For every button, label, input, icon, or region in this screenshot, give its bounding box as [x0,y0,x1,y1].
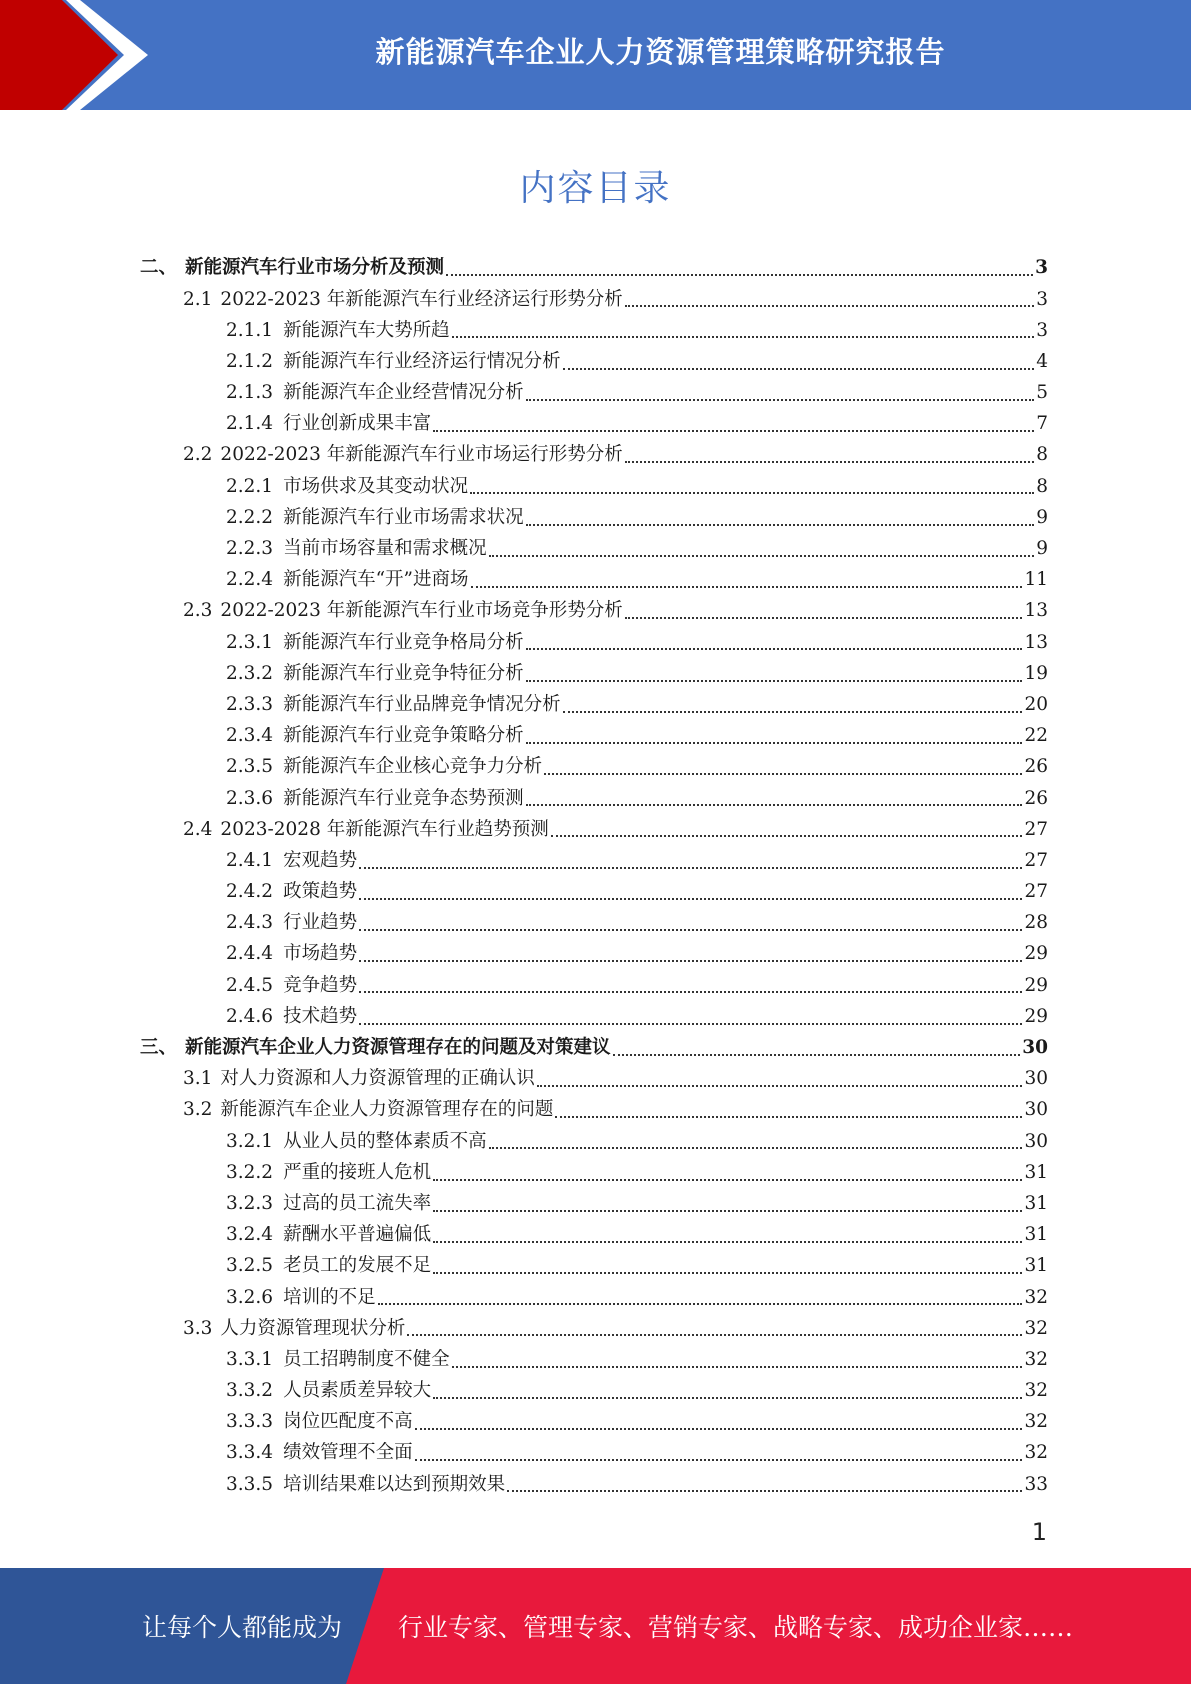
toc-entry-number: 2.3.1 [226,631,274,653]
toc-entry-title: 宏观趋势 [283,849,358,871]
toc-entry-number: 3.2.3 [226,1192,274,1214]
toc-dot-leader [526,679,1023,682]
toc-dot-leader [526,647,1023,650]
toc-entry-page: 3 [1036,319,1048,341]
toc-entry-number: 2.3.2 [226,662,274,684]
toc-entry-title: 2022-2023 年新能源汽车行业市场运行形势分析 [220,444,623,466]
toc-entry-number: 2.4.1 [226,849,274,871]
toc-dot-leader [433,1396,1022,1399]
toc-entry-title: 新能源汽车行业竞争特征分析 [283,662,524,684]
toc-entry-number: 3.3 [183,1317,213,1339]
toc-entry[interactable] [140,846,1048,877]
toc-dot-leader [359,959,1022,962]
toc-entry-number: 2.4.4 [226,943,274,965]
toc-dot-leader [489,1146,1023,1149]
toc-entry[interactable] [140,347,1048,378]
toc-entry[interactable] [140,908,1048,939]
toc-entry-page: 28 [1024,912,1048,934]
toc-entry[interactable] [140,253,1048,284]
header-banner [0,0,1191,110]
toc-entry-number: 2.3.5 [226,756,274,778]
toc-entry-number: 3.2.6 [226,1286,274,1308]
toc-entry[interactable] [140,970,1048,1001]
toc-dot-leader [471,585,1023,588]
toc-entry-number: 3.3.1 [226,1348,274,1370]
toc-entry[interactable] [140,284,1048,315]
toc-entry-title: 新能源汽车企业经营情况分析 [283,382,524,404]
toc-entry-page: 27 [1024,849,1048,871]
toc-dot-leader [563,710,1023,713]
toc-entry[interactable] [140,409,1048,440]
toc-entry-page: 26 [1024,787,1048,809]
toc-entry-title: 新能源汽车行业品牌竞争情况分析 [283,693,561,715]
toc-entry-number: 2.2.4 [226,569,274,591]
toc-dot-leader [433,1271,1022,1274]
toc-entry-title: 竞争趋势 [283,974,358,996]
toc-entry-title: 老员工的发展不足 [283,1255,432,1277]
toc-entry-page: 33 [1024,1473,1048,1495]
toc-entry-title: 对人力资源和人力资源管理的正确认识 [220,1068,535,1090]
toc-entry[interactable] [140,752,1048,783]
toc-entry-title: 新能源汽车行业竞争策略分析 [283,725,524,747]
toc-entry-page: 13 [1024,600,1048,622]
toc-entry-number: 2.2.1 [226,475,274,497]
toc-entry-page: 19 [1024,662,1048,684]
toc-entry[interactable] [140,1157,1048,1188]
toc-entry-number: 2.4.3 [226,912,274,934]
toc-entry-title: 人员素质差异较大 [283,1380,432,1402]
toc-entry-number: 2.1.2 [226,350,274,372]
table-of-contents [140,253,1048,1501]
toc-entry[interactable] [140,1126,1048,1157]
toc-entry-number: 2.4.6 [226,1005,274,1027]
toc-entry-title: 新能源汽车行业市场分析及预测 [185,257,445,279]
toc-entry-number: 3.2.1 [226,1130,274,1152]
footer-slogan-right: 行业专家、管理专家、营销专家、战略专家、成功企业家…… [398,1613,1074,1642]
toc-dot-leader [563,367,1035,370]
toc-entry-page: 32 [1024,1286,1048,1308]
toc-entry-number: 3.1 [183,1068,213,1090]
toc-entry[interactable] [140,1251,1048,1282]
toc-entry-title: 新能源汽车企业人力资源管理存在的问题 [220,1099,554,1121]
toc-dot-leader [470,491,1034,494]
toc-entry[interactable] [140,1189,1048,1220]
footer-banner [0,1568,1191,1684]
toc-entry-page: 22 [1024,725,1048,747]
toc-entry-title: 技术趋势 [283,1005,358,1027]
toc-entry-title: 2023-2028 年新能源汽车行业趋势预测 [220,818,549,840]
toc-entry-number: 2.1 [183,288,213,310]
toc-dot-leader [555,1115,1022,1118]
toc-entry-page: 9 [1036,538,1048,560]
toc-entry-page: 30 [1024,1130,1048,1152]
toc-entry-page: 5 [1036,382,1048,404]
toc-entry-title: 行业趋势 [283,912,358,934]
toc-heading: 内容目录 [519,168,672,209]
toc-dot-leader [378,1302,1023,1305]
toc-entry-number: 3.3.2 [226,1380,274,1402]
toc-entry[interactable] [140,1313,1048,1344]
toc-dot-leader [359,1022,1022,1025]
toc-entry-title: 新能源汽车大势所趋 [283,319,450,341]
toc-entry-page: 26 [1024,756,1048,778]
toc-entry-page: 32 [1024,1317,1048,1339]
toc-entry[interactable] [140,596,1048,627]
toc-dot-leader [537,1084,1023,1087]
toc-dot-leader [433,1240,1022,1243]
toc-entry[interactable] [140,877,1048,908]
toc-entry-number: 2.4 [183,818,213,840]
page-number: 1 [1031,1518,1047,1546]
toc-entry-title: 过高的员工流失率 [283,1192,432,1214]
toc-dot-leader [452,335,1035,338]
toc-entry-page: 11 [1024,569,1048,591]
toc-dot-leader [433,429,1034,432]
toc-dot-leader [613,1053,1021,1056]
toc-entry[interactable] [140,1438,1048,1469]
toc-entry-page: 31 [1024,1224,1048,1246]
toc-entry-page: 31 [1024,1161,1048,1183]
toc-dot-leader [359,928,1022,931]
toc-entry[interactable] [140,1064,1048,1095]
toc-entry-title: 2022-2023 年新能源汽车行业经济运行形势分析 [220,288,623,310]
toc-entry-number: 2.2 [183,444,213,466]
toc-entry-number: 2.2.3 [226,538,274,560]
toc-entry-page: 30 [1024,1068,1048,1090]
toc-entry-number: 3.2.5 [226,1255,274,1277]
toc-dot-leader [415,1427,1023,1430]
toc-entry-title: 2022-2023 年新能源汽车行业市场竞争形势分析 [220,600,623,622]
toc-dot-leader [526,741,1023,744]
toc-entry-page: 32 [1024,1411,1048,1433]
footer-slogan-left: 让每个人都能成为 [142,1613,343,1642]
toc-dot-leader [625,616,1023,619]
toc-dot-leader [452,1365,1023,1368]
toc-entry-number: 3.3.5 [226,1473,274,1495]
toc-dot-leader [433,1209,1022,1212]
toc-entry-number: 3.3.4 [226,1442,274,1464]
toc-entry[interactable] [140,939,1048,970]
toc-entry-title: 新能源汽车企业人力资源管理存在的问题及对策建议 [185,1037,611,1059]
toc-entry-page: 27 [1024,818,1048,840]
toc-dot-leader [526,523,1035,526]
toc-entry-page: 9 [1036,506,1048,528]
toc-dot-leader [359,990,1022,993]
toc-dot-leader [415,1458,1023,1461]
toc-dot-leader [433,1178,1022,1181]
toc-entry-title: 从业人员的整体素质不高 [283,1130,487,1152]
toc-entry[interactable] [140,1469,1048,1500]
toc-entry[interactable] [140,658,1048,689]
toc-entry-page: 3 [1035,257,1048,279]
toc-entry-page: 29 [1024,943,1048,965]
toc-entry-number: 2.3.3 [226,693,274,715]
toc-entry-title: 培训的不足 [283,1286,376,1308]
toc-entry[interactable] [140,783,1048,814]
toc-entry-title: 培训结果难以达到预期效果 [283,1473,506,1495]
toc-entry-number: 三、 [140,1037,178,1059]
toc-entry-title: 新能源汽车行业竞争态势预测 [283,787,524,809]
toc-dot-leader [359,897,1022,900]
toc-entry[interactable] [140,1002,1048,1033]
toc-dot-leader [446,273,1033,276]
toc-entry-number: 2.3 [183,600,213,622]
toc-entry-page: 32 [1024,1442,1048,1464]
toc-entry-title: 市场趋势 [283,943,358,965]
toc-entry-number: 2.3.4 [226,725,274,747]
toc-entry[interactable] [140,534,1048,565]
toc-entry-page: 13 [1024,631,1048,653]
toc-entry-page: 31 [1024,1192,1048,1214]
report-title: 新能源汽车企业人力资源管理策略研究报告 [375,34,946,69]
toc-entry[interactable] [140,1407,1048,1438]
toc-dot-leader [625,460,1035,463]
toc-entry-number: 2.4.2 [226,881,274,903]
toc-entry-page: 31 [1024,1255,1048,1277]
toc-entry-number: 2.2.2 [226,506,274,528]
toc-dot-leader [526,803,1023,806]
toc-entry-title: 绩效管理不全面 [283,1442,413,1464]
toc-dot-leader [407,1333,1022,1336]
toc-entry-title: 当前市场容量和需求概况 [283,538,487,560]
toc-entry-title: 新能源汽车“开”进商场 [283,569,469,591]
toc-dot-leader [544,772,1022,775]
toc-entry-title: 严重的接班人危机 [283,1161,432,1183]
toc-entry-page: 8 [1036,475,1048,497]
toc-entry-page: 7 [1036,413,1048,435]
toc-dot-leader [625,304,1035,307]
toc-entry-page: 8 [1036,444,1048,466]
header-arrow-decoration [0,0,160,110]
toc-entry[interactable] [140,565,1048,596]
toc-entry-title: 新能源汽车行业竞争格局分析 [283,631,524,653]
toc-dot-leader [359,866,1022,869]
toc-entry-title: 薪酬水平普遍偏低 [283,1224,432,1246]
toc-entry-number: 2.1.4 [226,413,274,435]
toc-entry[interactable] [140,1282,1048,1313]
toc-entry-page: 4 [1036,350,1048,372]
toc-entry-page: 20 [1024,693,1048,715]
toc-entry-number: 3.2.2 [226,1161,274,1183]
toc-entry[interactable] [140,440,1048,471]
toc-entry-number: 3.2 [183,1099,213,1121]
toc-entry[interactable] [140,503,1048,534]
toc-entry-page: 29 [1024,1005,1048,1027]
toc-entry-title: 行业创新成果丰富 [283,413,432,435]
toc-entry[interactable] [140,315,1048,346]
toc-entry-title: 岗位匹配度不高 [283,1411,413,1433]
toc-entry-page: 32 [1024,1348,1048,1370]
toc-entry-number: 3.3.3 [226,1411,274,1433]
toc-entry-number: 3.2.4 [226,1224,274,1246]
toc-entry[interactable] [140,378,1048,409]
toc-entry[interactable] [140,814,1048,845]
toc-entry-page: 3 [1036,288,1048,310]
toc-entry-title: 市场供求及其变动状况 [283,475,469,497]
toc-entry[interactable] [140,1345,1048,1376]
toc-entry-page: 32 [1024,1380,1048,1402]
toc-entry-title: 新能源汽车行业市场需求状况 [283,506,524,528]
toc-entry[interactable] [140,627,1048,658]
toc-entry-page: 30 [1024,1099,1048,1121]
toc-entry-number: 二、 [140,257,178,279]
toc-entry[interactable] [140,471,1048,502]
toc-dot-leader [551,834,1023,837]
toc-entry-page: 27 [1024,881,1048,903]
toc-entry-page: 29 [1024,974,1048,996]
toc-entry[interactable] [140,1220,1048,1251]
toc-entry-page: 30 [1022,1037,1048,1059]
toc-dot-leader [507,1489,1022,1492]
toc-entry-number: 2.3.6 [226,787,274,809]
toc-entry-title: 新能源汽车企业核心竞争力分析 [283,756,543,778]
toc-entry-number: 2.4.5 [226,974,274,996]
toc-entry[interactable] [140,1376,1048,1407]
toc-entry[interactable] [140,690,1048,721]
toc-entry-title: 员工招聘制度不健全 [283,1348,450,1370]
toc-dot-leader [526,398,1035,401]
toc-entry-number: 2.1.1 [226,319,274,341]
toc-entry[interactable] [140,1095,1048,1126]
toc-entry-title: 人力资源管理现状分析 [220,1317,406,1339]
toc-dot-leader [489,554,1035,557]
toc-entry-number: 2.1.3 [226,382,274,404]
toc-entry-title: 新能源汽车行业经济运行情况分析 [283,350,561,372]
toc-entry-title: 政策趋势 [283,881,358,903]
toc-entry[interactable] [140,1033,1048,1064]
toc-entry[interactable] [140,721,1048,752]
